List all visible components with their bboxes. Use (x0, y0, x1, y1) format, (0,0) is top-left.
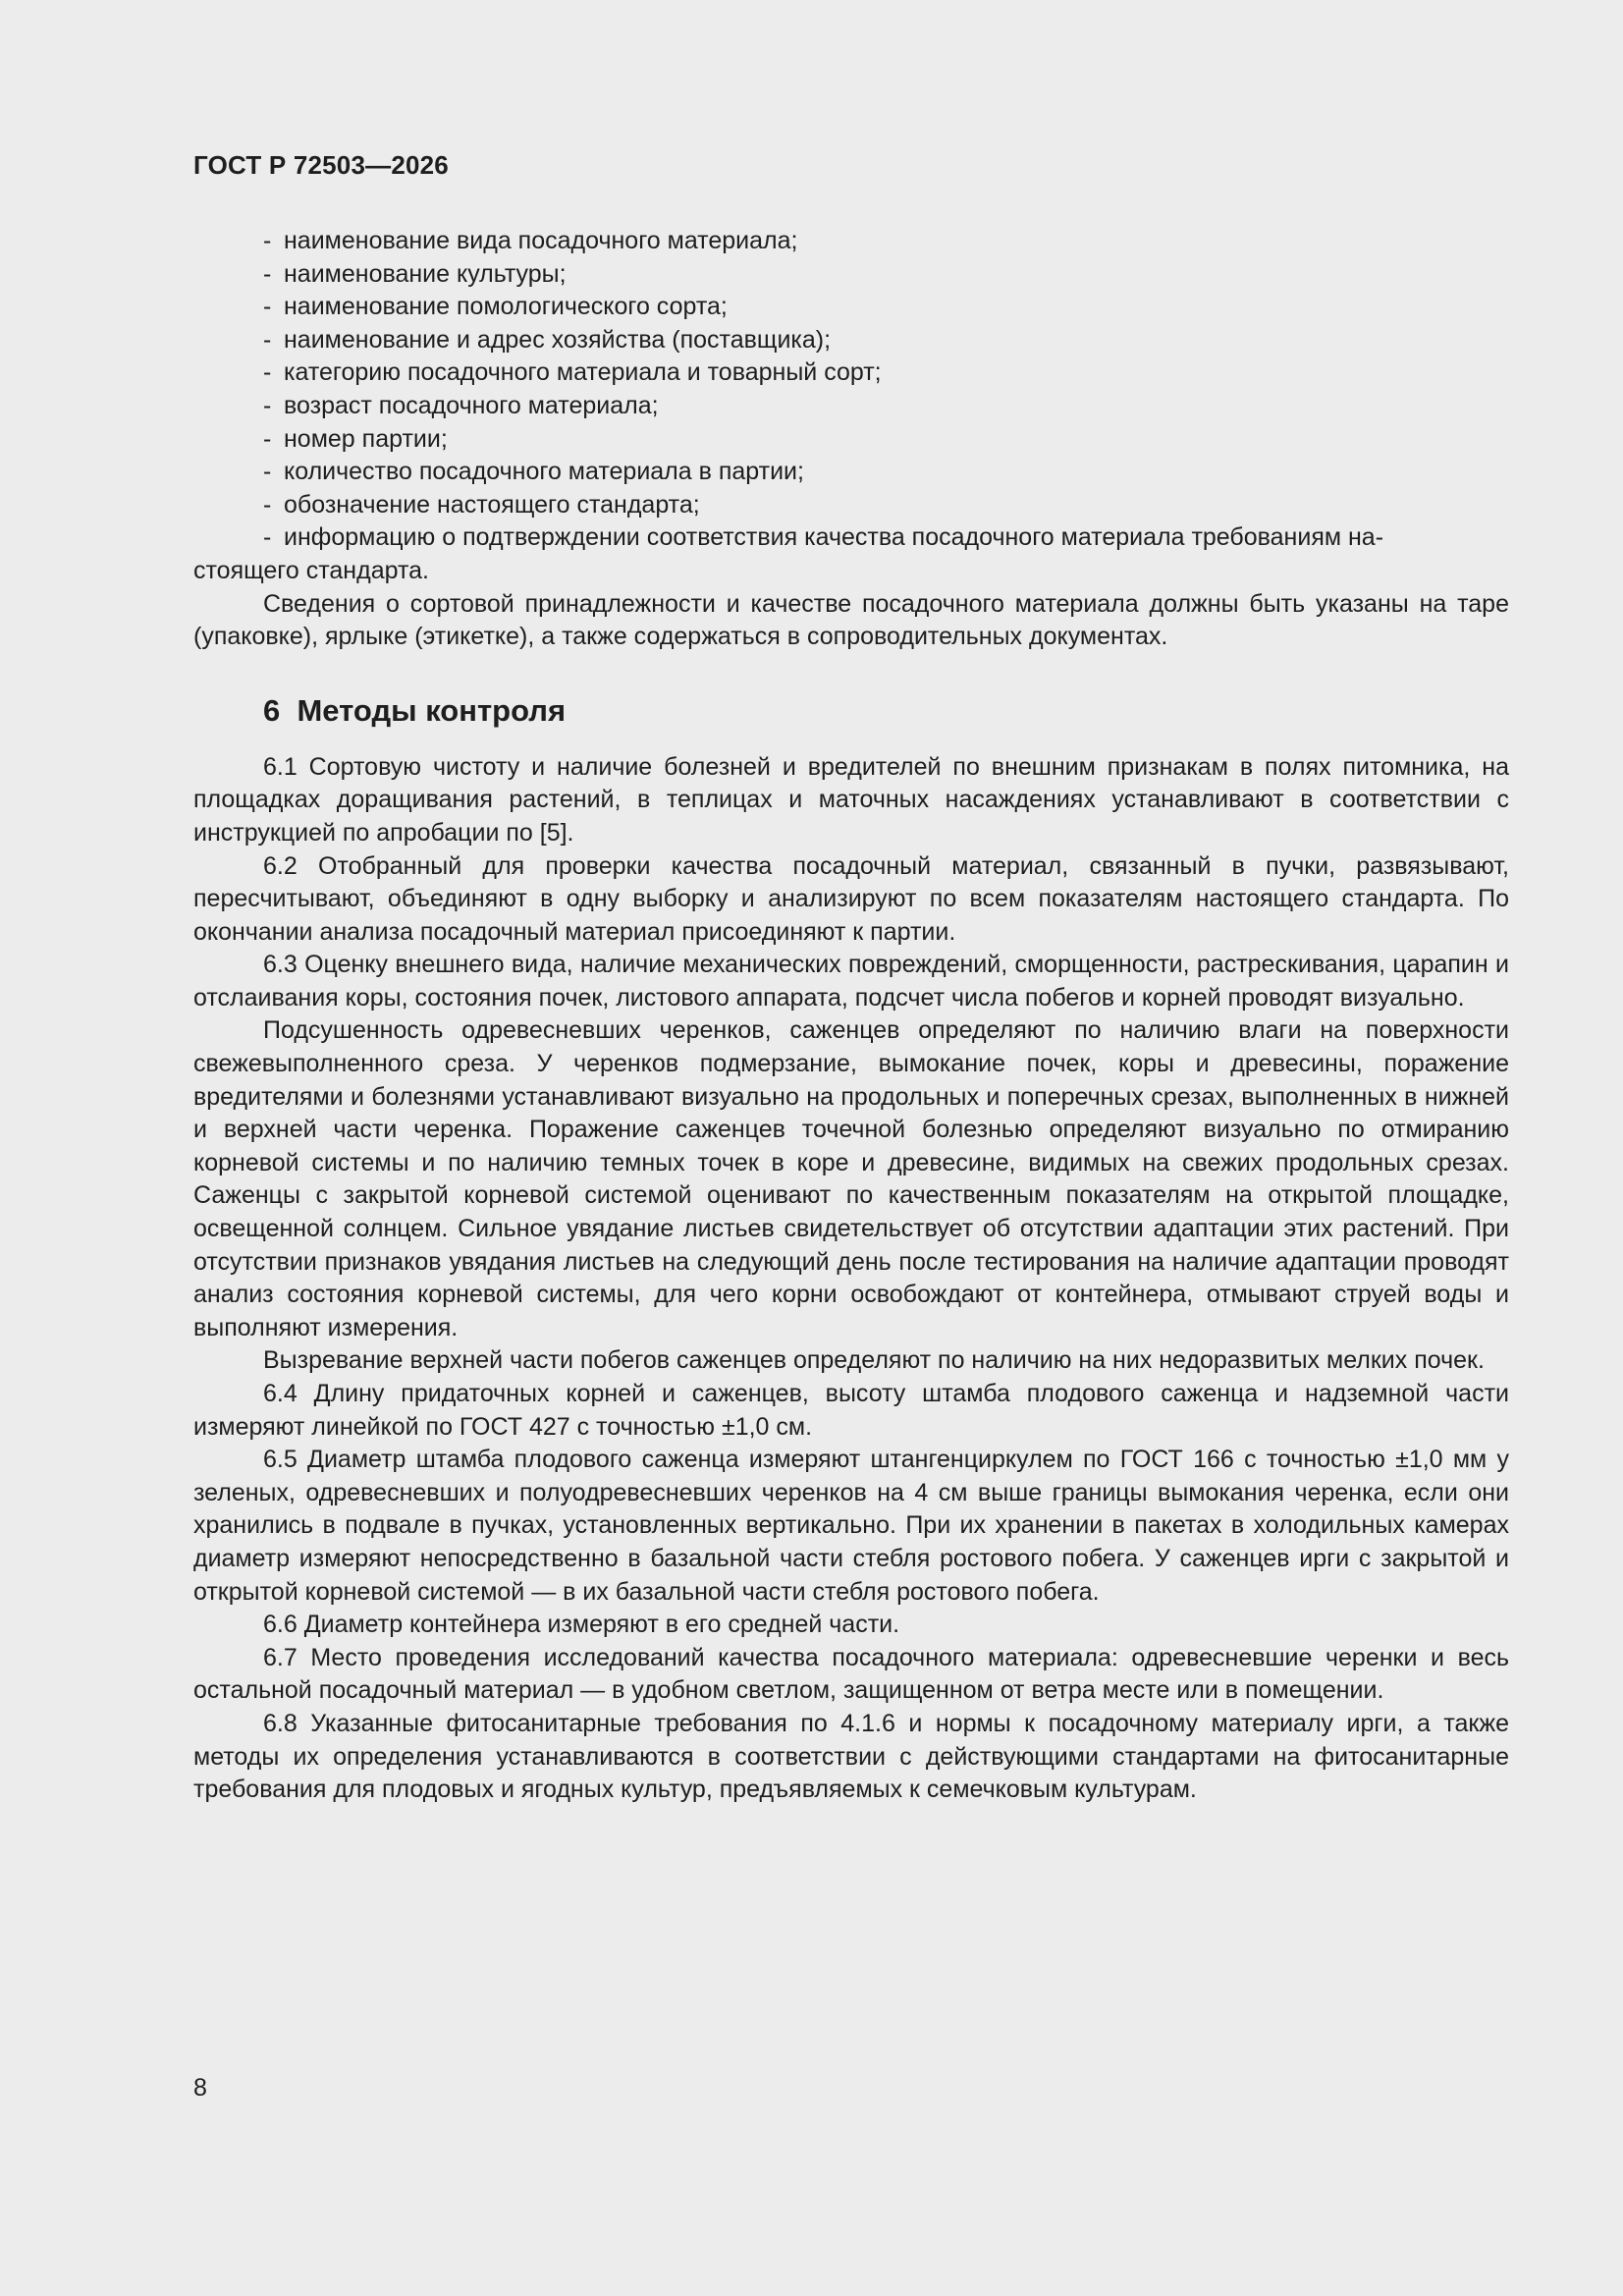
page-content (193, 225, 1509, 1807)
list-item (193, 258, 1509, 292)
list-dash: - (263, 358, 272, 387)
list-item (193, 423, 1509, 457)
intro-paragraph: Сведения о сортовой принадлежности и качестве посадочного материала должны быть указаны на таре (упаковке), ярлыке (этикетке), а также содержаться в сопроводительных документах. (193, 589, 1509, 651)
list-dash: - (263, 325, 272, 354)
list-item (193, 489, 1509, 522)
list-dash: - (263, 391, 272, 419)
list-dash: - (263, 490, 272, 519)
list-item-text: количество посадочного материала в партии; (284, 458, 804, 486)
paragraph-6-2: 6.2 Отобранный для проверки качества посадочный материал, связанный в пучки, развязывают, пересчитывают, объединяют в одну выборку и анализируют по всем показателям настоящего стандарта. По окончании анализа посадочный материал присоединяют к партии. (193, 851, 1509, 946)
list-item (193, 390, 1509, 423)
list-item-text: возраст посадочного материала; (284, 391, 659, 419)
list-item (193, 225, 1509, 258)
section-heading (193, 691, 1509, 731)
list-dash: - (263, 523, 272, 552)
paragraph-6-7: 6.7 Место проведения исследований качества посадочного материала: одревесневшие черенки и весь остальной посадочный материал — в удобном светлом, защищенном от ветра месте или в помещении. (193, 1643, 1509, 1705)
page-number: 8 (193, 2074, 207, 2102)
list-item-text: наименование вида посадочного материала; (284, 227, 798, 254)
list-dash: - (263, 259, 272, 288)
list-item (193, 356, 1509, 390)
list-item (193, 291, 1509, 324)
list-item (193, 456, 1509, 489)
list-dash: - (263, 458, 272, 486)
list-dash: - (263, 293, 272, 321)
list-item-conformity (193, 521, 1509, 555)
list-item-text: категорию посадочного материала и товарный сорт; (284, 358, 882, 387)
paragraph-6-8: 6.8 Указанные фитосанитарные требования по 4.1.6 и нормы к посадочному материалу ирги, а также методы их определения устанавливаются в соответствии с действующими стандартами на фитосанитарные требования для плодовых и ягодных культур, предъявляемых к семечковым культурам. (193, 1709, 1509, 1804)
paragraph-6-1: 6.1 Сортовую чистоту и наличие болезней и вредителей по внешним признакам в полях питомника, на площадках доращивания растений, в теплицах и маточных насаждениях устанавливают в соответствии с инструкцией по апробации по [5]. (193, 752, 1509, 847)
list-item-text: наименование и адрес хозяйства (поставщика); (284, 325, 832, 354)
list-item-text: наименование помологического сорта; (284, 293, 728, 321)
paragraph-6-4: 6.4 Длину придаточных корней и саженцев, высоту штамба плодового саженца и надземной части измеряют линейкой по ГОСТ 427 с точностью ±1,0 см. (193, 1380, 1509, 1441)
list-item-text: информацию о подтверждении соответствия качества посадочного материала требованиям на- (284, 523, 1384, 552)
paragraph-6-5: 6.5 Диаметр штамба плодового саженца измеряют штангенциркулем по ГОСТ 166 с точностью ±1,0 мм у зеленых, одревесневших и полуодревесневших черенков на 4 см выше границы вымокания черенка, если они хранились в подвале в пучках, установленных вертикально. При их хранении в пакетах в холодильных камерах диаметр измеряют непосредственно в базальной части стебля ростового побега. У саженцев ирги с закрытой и открытой корневой системой — в их базальной части стебля ростового побега. (193, 1446, 1509, 1606)
paragraph-dryness: Подсушенность одревесневших черенков, саженцев определяют по наличию влаги на поверхности свежевыполненного среза. У черенков подмерзание, вымокание почек, коры и древесины, поражение вредителями и болезнями устанавливают визуально на продольных и поперечных срезах, выполненных в нижней и верхней части черенка. Поражение саженцев точечной болезнью определяют визуально по отмиранию корневой системы и по наличию темных точек в коре и древесине, видимых на свежих продольных срезах. Саженцы с закрытой корневой системой оценивают по качественным показателям на открытой площадке, освещенной солнцем. Сильное увядание листьев свидетельствует об отсутствии адаптации этих растений. При отсутствии признаков увядания листьев на следующий день после тестирования на наличие адаптации проводят анализ состояния корневой системы, для чего корни освобождают от контейнера, отмывают струей воды и выполняют измерения. (193, 1016, 1509, 1341)
section-number: 6 (263, 692, 281, 728)
list-item-continuation: стоящего стандарта. (193, 556, 429, 584)
list-dash: - (263, 227, 272, 254)
list-dash: - (263, 424, 272, 453)
list-item-text: номер партии; (284, 424, 448, 453)
list-item-text: наименование культуры; (284, 259, 567, 288)
paragraph-6-6: 6.6 Диаметр контейнера измеряют в его средней части. (263, 1611, 900, 1639)
list-item (193, 324, 1509, 357)
paragraph-maturation: Вызревание верхней части побегов саженцев определяют по наличию на них недоразвитых мелких почек. (263, 1346, 1485, 1375)
section-title: Методы контроля (297, 692, 567, 728)
document-header-code: ГОСТ Р 72503—2026 (193, 150, 449, 180)
list-item-text: обозначение настоящего стандарта; (284, 490, 700, 519)
paragraph-6-3: 6.3 Оценку внешнего вида, наличие механических повреждений, сморщенности, растрескивания, царапин и отслаивания коры, состояния почек, листового аппарата, подсчет числа побегов и корней проводят визуально. (193, 951, 1509, 1011)
